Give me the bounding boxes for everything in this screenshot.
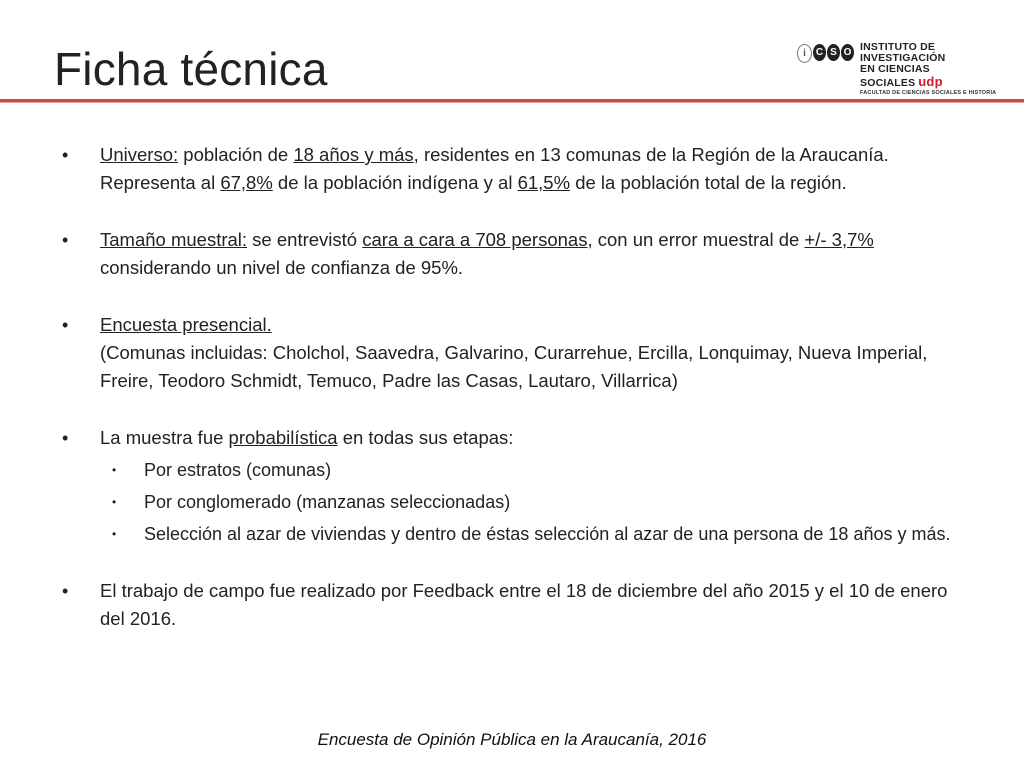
highlight-probabilistica: probabilística	[228, 427, 338, 448]
logo-text	[860, 42, 1007, 97]
bullet-tamano-muestral	[62, 226, 962, 282]
logo-brand: udp	[918, 74, 943, 90]
logo-line1: INSTITUTO DE INVESTIGACIÓN	[860, 41, 946, 65]
text-universo-4: de la población total de la región.	[570, 172, 847, 193]
logo-line2	[860, 64, 1007, 89]
bullet-encuesta-presencial	[62, 311, 962, 395]
page-title: Ficha técnica	[54, 43, 328, 95]
text-universo-1: población de	[178, 144, 294, 165]
highlight-indigenous-pct: 67,8%	[220, 172, 273, 193]
highlight-sample-size: cara a cara a 708 personas	[362, 229, 588, 250]
logo-mark	[797, 44, 854, 63]
sub-bullet-conglomerado: • Por conglomerado (manzanas seleccionadas)	[62, 488, 962, 516]
highlight-total-pct: 61,5%	[517, 172, 571, 193]
logo-letter-s: S	[827, 44, 840, 61]
highlight-age: 18 años y más	[293, 144, 414, 165]
logo-letter-i: i	[797, 44, 812, 63]
text-comunas: (Comunas incluidas: Cholchol, Saavedra, Galvarino, Curarrehue, Ercilla, Lonquimay, Nueva Imperial, Freire, Teodoro Schmidt, Temuco, Padre las Casas, Lautaro, Villarrica)	[100, 342, 928, 391]
label-universo: Universo:	[100, 144, 179, 165]
text-muestra-2: en todas sus etapas:	[337, 427, 514, 448]
text-universo-2: , residentes en 13 comunas de la Región de la Araucanía. Representa al	[100, 144, 889, 193]
label-tamano-muestral: Tamaño muestral:	[100, 229, 248, 250]
label-encuesta-presencial: Encuesta presencial.	[100, 314, 272, 335]
sub-bullet-seleccion: • Selección al azar de viviendas y dentro de éstas selección al azar de una persona de 18 años y más.	[62, 520, 962, 548]
text-muestra-1: La muestra fue	[100, 427, 229, 448]
bullet-universo	[62, 141, 962, 197]
text-muestral-3: considerando un nivel de confianza de 95%.	[100, 257, 464, 278]
text-muestral-2: , con un error muestral de	[587, 229, 805, 250]
logo-line2-text: EN CIENCIAS SOCIALES	[860, 63, 930, 90]
sub-bullet-estratos: • Por estratos (comunas)	[62, 456, 962, 484]
icso-udp-logo	[797, 41, 1007, 97]
bullet-list	[62, 141, 962, 633]
bullet-trabajo-campo	[62, 577, 962, 633]
logo-letter-o: O	[841, 44, 854, 61]
highlight-error: +/- 3,7%	[804, 229, 874, 250]
logo-line3: FACULTAD DE CIENCIAS SOCIALES E HISTORIA	[860, 90, 997, 97]
footer-caption: Encuesta de Opinión Pública en la Araucanía, 2016	[317, 730, 707, 749]
text-muestral-1: se entrevistó	[247, 229, 363, 250]
logo-letter-c: C	[813, 44, 826, 61]
text-trabajo-campo: El trabajo de campo fue realizado por Feedback entre el 18 de diciembre del año 2015 y el 10 de enero del 2016.	[100, 580, 948, 629]
text-universo-3: de la población indígena y al	[272, 172, 518, 193]
bullet-muestra	[62, 424, 962, 452]
title-divider	[0, 99, 1024, 103]
